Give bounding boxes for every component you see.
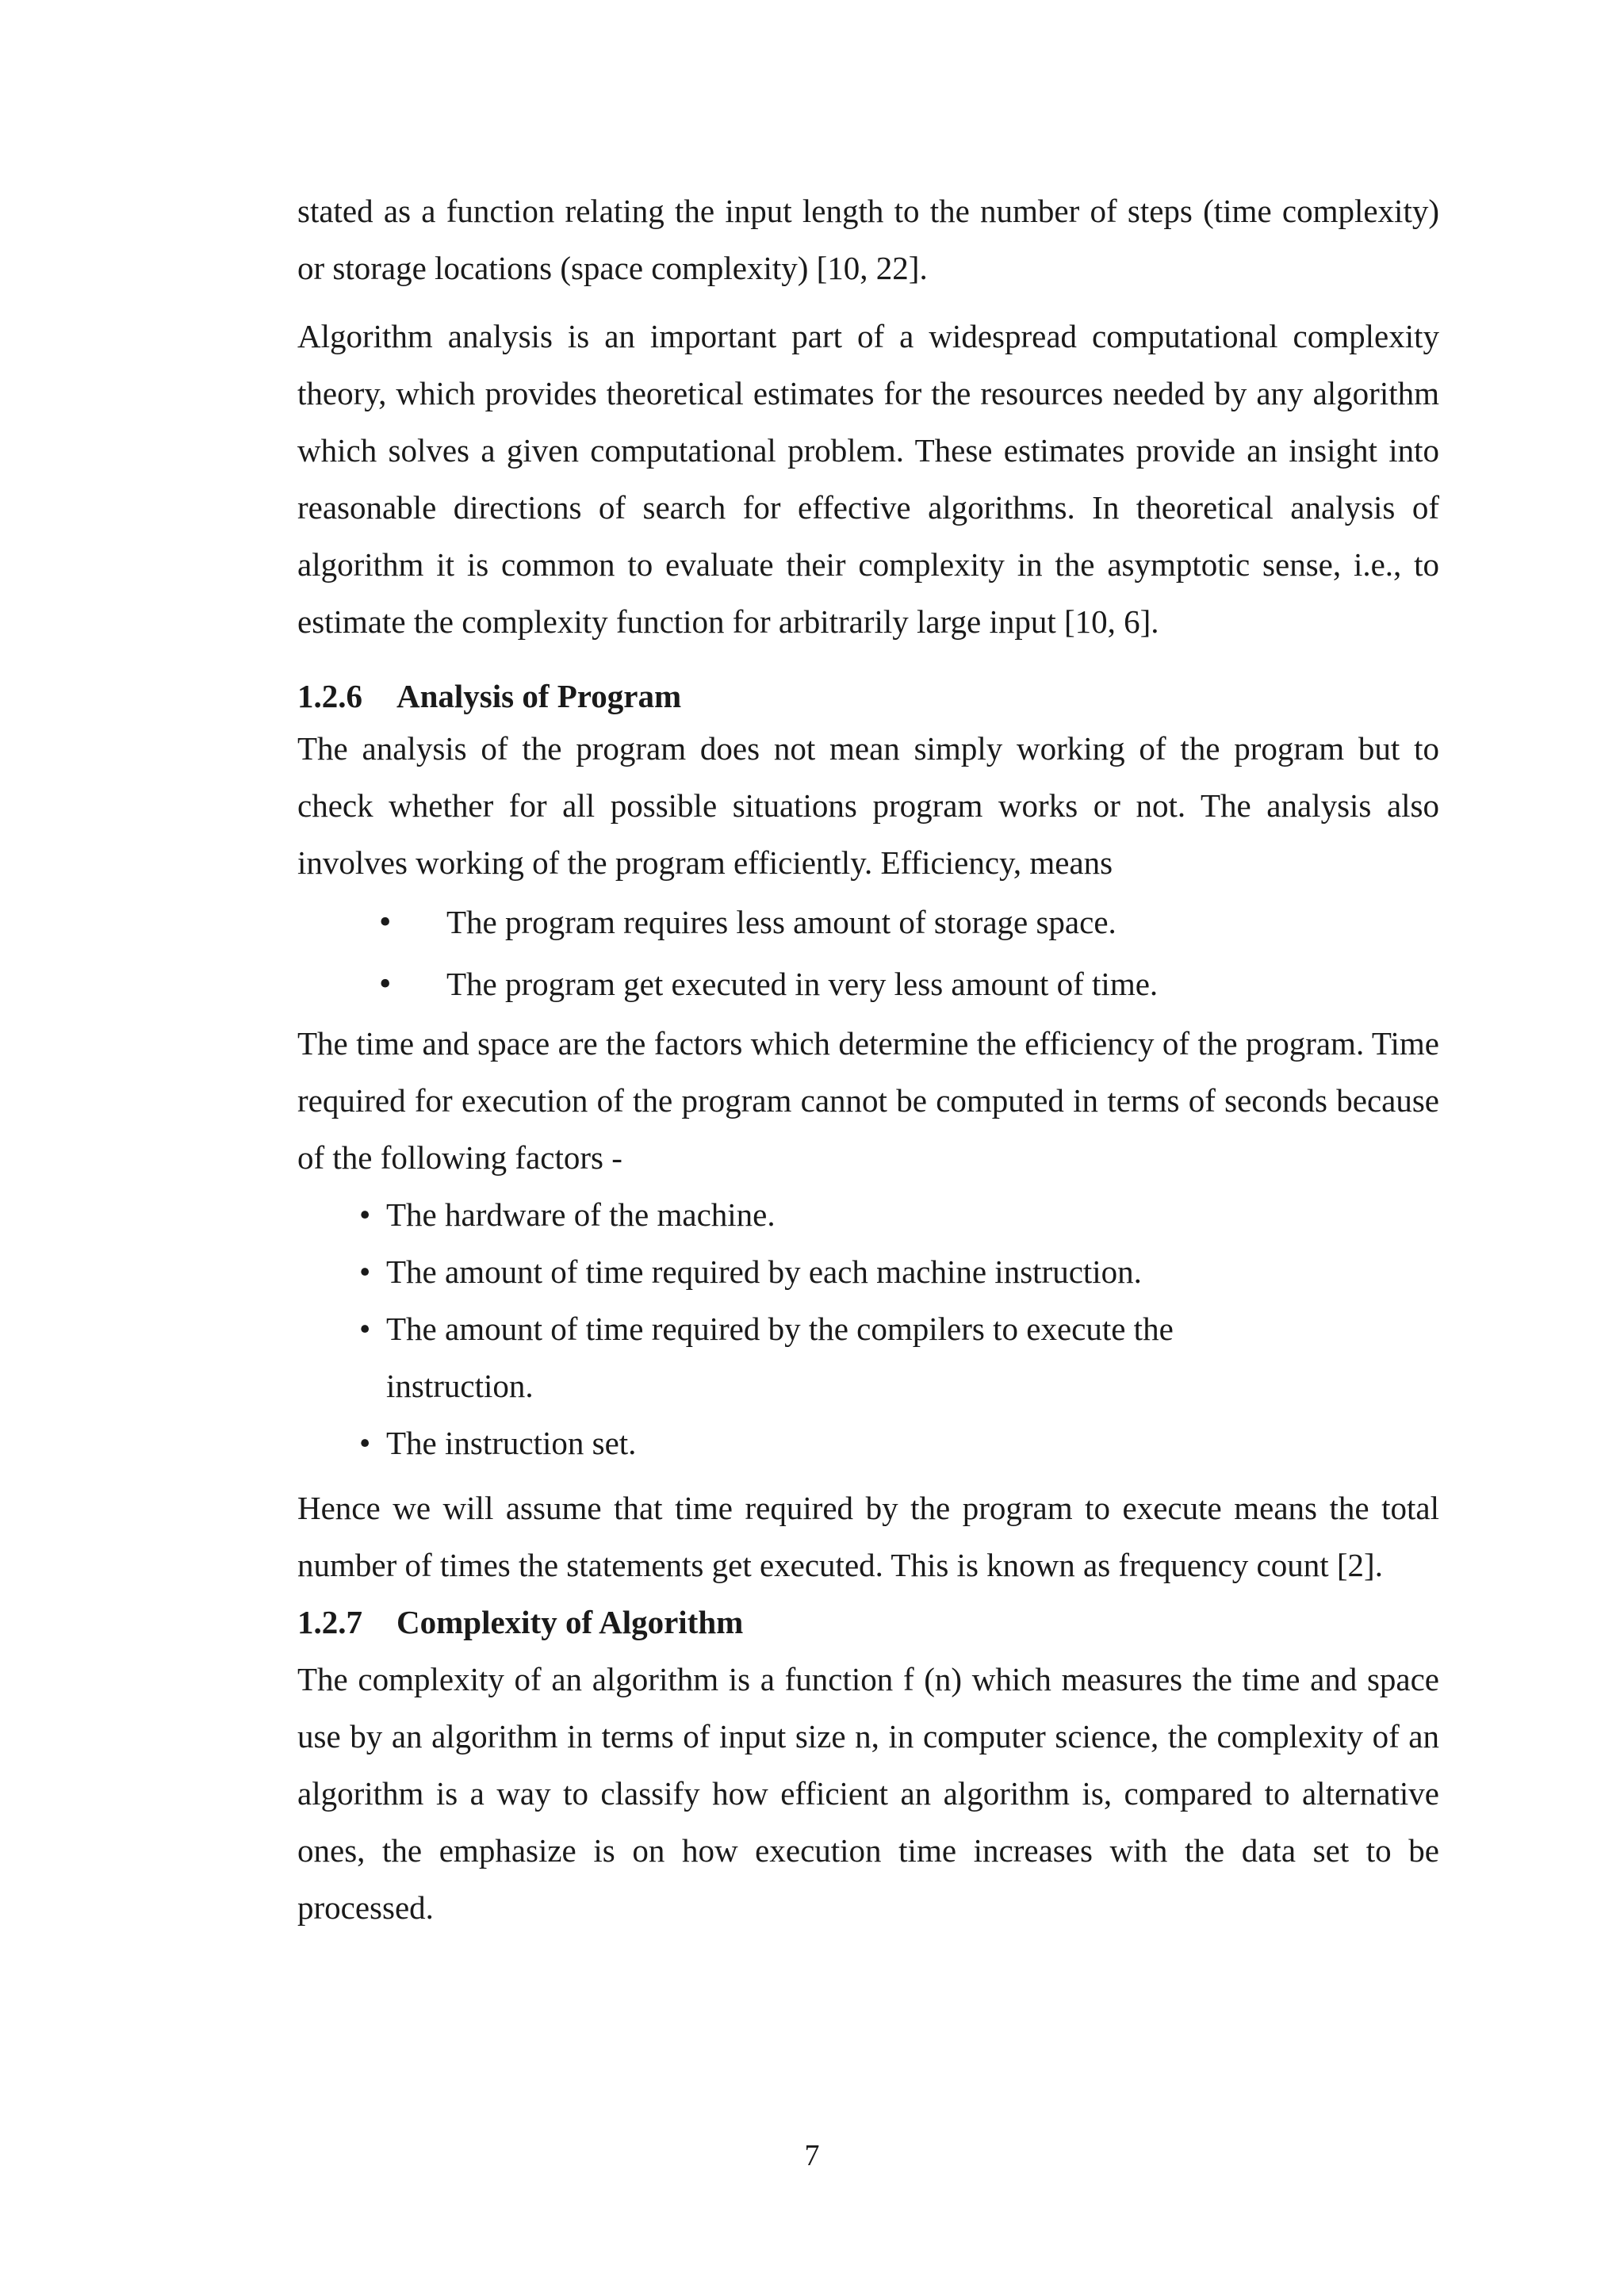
factors-list <box>297 1186 1439 1471</box>
list-item <box>297 1300 1439 1414</box>
paragraph: Hence we will assume that time required by the program to execute means the total number of times the statements get executed. This is known as frequency count [2]. <box>297 1490 1439 1583</box>
document-page <box>297 182 1439 1936</box>
section-number: 1.2.7 <box>297 1604 362 1640</box>
section-title: Analysis of Program <box>396 678 682 714</box>
list-item-text: The program get executed in very less amount of time. <box>446 966 1159 1002</box>
list-item-text: The amount of time required by each machine instruction. <box>386 1253 1142 1290</box>
bullet-icon: • <box>379 902 392 941</box>
bullet-icon: • <box>359 1425 371 1461</box>
list-item-text: The instruction set. <box>386 1425 637 1461</box>
paragraph: The time and space are the factors which determine the efficiency of the program. Time required for execution of the program cannot be computed in terms of seconds because of the following factors - <box>297 1025 1439 1176</box>
list-item <box>297 1243 1439 1300</box>
bullet-icon: • <box>359 1253 371 1290</box>
section-number: 1.2.6 <box>297 678 362 714</box>
list-item-text: The amount of time required by the compilers to execute the instruction. <box>386 1311 1174 1404</box>
list-item <box>297 953 1439 1015</box>
paragraph: stated as a function relating the input length to the number of steps (time complexity) or storage locations (space complexity) [10, 22]. <box>297 193 1439 286</box>
bullet-icon: • <box>379 964 392 1003</box>
efficiency-list <box>297 891 1439 1015</box>
list-item <box>297 1186 1439 1243</box>
paragraph: The analysis of the program does not mean simply working of the program but to check whether for all possible situations program works or not. The analysis also involves working of the program efficiently. Efficiency, means <box>297 730 1439 881</box>
paragraph: Algorithm analysis is an important part of a widespread computational complexity theory, which provides theoretical estimates for the resources needed by any algorithm which solves a given computational problem. These estimates provide an insight into reasonable directions of search for effective algorithms. In theoretical analysis of algorithm it is common to evaluate their complexity in the asymptotic sense, i.e., to estimate the complexity function for arbitrarily large input [10, 6]. <box>297 318 1439 640</box>
section-heading-1-2-7 <box>297 1594 1439 1651</box>
section-heading-1-2-6 <box>297 672 1439 720</box>
list-item <box>297 891 1439 953</box>
section-title: Complexity of Algorithm <box>396 1604 744 1640</box>
list-item <box>297 1414 1439 1471</box>
bullet-icon: • <box>359 1311 371 1347</box>
list-item-text: The hardware of the machine. <box>386 1196 776 1233</box>
page-number: 7 <box>804 2139 820 2172</box>
list-item-text: The program requires less amount of storage space. <box>446 904 1116 940</box>
paragraph: The complexity of an algorithm is a function f (n) which measures the time and space use by an algorithm in terms of input size n, in computer science, the complexity of an algorithm is a way to classify how efficient an algorithm is, compared to alternative ones, the emphasize is on how execution time increases with the data set to be processed. <box>297 1661 1439 1926</box>
bullet-icon: • <box>359 1196 371 1233</box>
